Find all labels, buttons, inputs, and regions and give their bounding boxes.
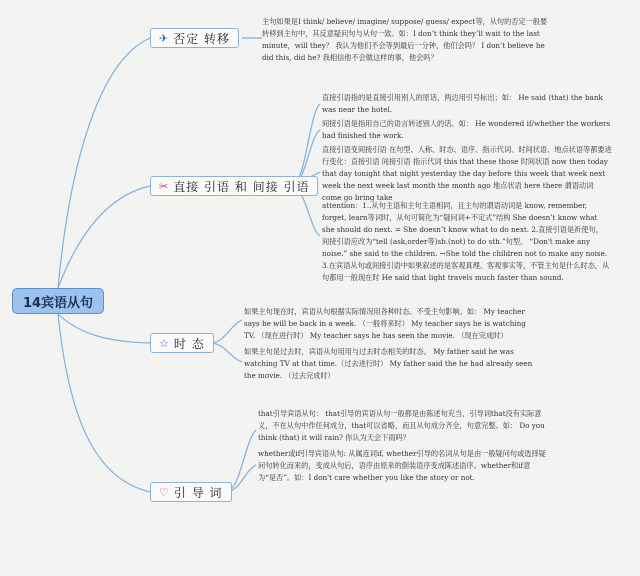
note-whether-if-clause: whether或if引导宾语从句: 从属连词if, whether引导的名词从句是由一般疑问句或选择疑问句转化而来的，变成从句后，语序由原来的倒装语序变成陈述语序。whether和if意为“是否”。如：I don't care whether you like the story or not. [258, 449, 546, 482]
root-topic[interactable] [12, 288, 104, 314]
heart-icon: ♡ [159, 485, 169, 499]
branch-label: 否定 转移 [173, 31, 231, 46]
paper-plane-icon: ✈ [159, 31, 169, 45]
branch-direct-indirect-speech[interactable] [150, 176, 318, 196]
note-direct-speech: 直接引语指的是直接引用别人的原话，两边用引号标出；如： He said (that) the bank was near the hotel. [322, 93, 603, 114]
root-title: 14宾语从句 [22, 295, 94, 311]
star-icon: ☆ [159, 336, 169, 350]
branch-negation-transfer[interactable] [150, 28, 239, 48]
note-conversion: 直接引语变间接引语 在句型、人称、时态、语序、指示代词、时间状语、地点状语等都要进行变化：直接引语 间接引语 指示代词 this that these those 时间状语 now then today that day tonight that night yesterday the day before this week that week next week the next week last month the month ago 地点状语 here there 谓语动词 come go bring take [322, 145, 612, 202]
note-present-main-clause: 如果主句现在时，宾语从句根据实际情况用各种时态。不受主句影响。如： My teacher says he will be back in a week. （一般将来时） My teacher says he is watching TV. （现在进行时） My teacher says he has seen the movie. （现在完成时） [244, 307, 526, 340]
note-indirect-speech: 间接引语是指用自己的语言转述别人的话。如： He wondered if/whether the workers had finished the work. [322, 119, 611, 140]
branch-conjunctions[interactable] [150, 482, 232, 502]
branch-label: 直接 引语 和 间接 引语 [173, 179, 310, 194]
note-past-main-clause: 如果主句是过去时，宾语从句用用与过去时态相关的时态。 My father said he was watching TV at that time.（过去进行时） My father said the he had already seen the movie. （过去完成时） [244, 347, 533, 380]
branch-label: 时 态 [173, 336, 205, 351]
branch-tense[interactable] [150, 333, 214, 353]
tools-icon: ✂ [159, 179, 169, 193]
note-that-clause: that引导宾语从句： that引导的宾语从句一般都是由陈述句充当，引导词that没有实际意义，不在从句中作任何成分，that可以省略，而且从句成分齐全，句意完整。如： Do you think (that) it will rain? 你认为天会下雨吗？ [258, 409, 545, 442]
note-attention: attention：1..从句主语和主句主语相同，且主句的谓语动词是 know, remember, forget, learn等词时，从句可简化为“疑问词+不定式”结构 She doesn’t know what she should do next. = She doesn’t know what to do next. 2.直接引语是祈使句， 间接引语应改为“tell (ask,order等)sb.(not) to do sth.”句型。 “Don't make any noise.” she said to the children. →She told the children not to make any noise. 3.在宾语从句或间接引语中如果叙述的是客观真理、客观事实等，不管主句是什么时态，从句都用一般现在时 He said that light travels much faster than sound. [322, 201, 610, 282]
note-negation-transfer: 主句如果是I think/ believe/ imagine/ suppose/ guess/ expect等，从句的否定一般要转移到主句中，其反意疑问句与从句一致。如：I don’t think they’ll wait to the last minute，will they？ 我认为他们不会等到最后一分钟，他们会吗？ I don’t believe he did this, did he? 我相信他不会做这样的事，他会吗？ [262, 17, 548, 62]
branch-label: 引 导 词 [173, 485, 223, 500]
